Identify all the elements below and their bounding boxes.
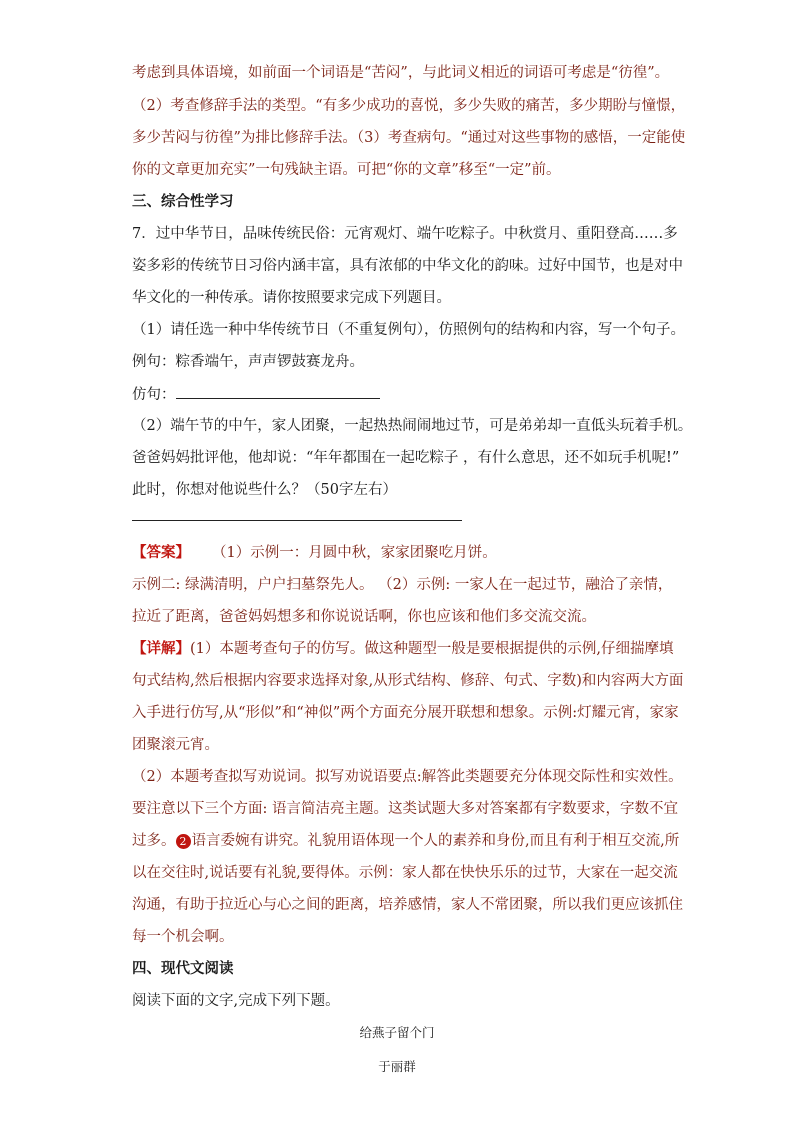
detail-text-line: 以在交往时,说话要有礼貌,要得体。示例：家人都在快快乐乐的过节，大家在一起交流: [132, 865, 678, 881]
circled-number-two: 2: [176, 834, 191, 849]
imitation-line: [132, 384, 380, 405]
question-7-text-line: （1）请任选一种中华传统节日（不重复例句），仿照例句的结构和内容，写一个句子。: [132, 322, 685, 338]
example-sentence: 例句：粽香端午，声声锣鼓赛龙舟。: [132, 354, 364, 370]
answer-line: [132, 543, 497, 563]
detail-text: (1）本题考查句子的仿写。做这种题型一般是要根据提供的示例,仔细揣摩填: [190, 641, 674, 657]
section-heading-4: 四、现代文阅读: [132, 960, 234, 977]
detail-text: 语言委婉有讲究。礼貌用语体现一个人的素养和身份,而且有利于相互交流,所: [191, 833, 680, 849]
detail-text: 过多。: [132, 833, 176, 849]
answer-text-line: 示例二: 绿满清明，户户扫墓祭先人。 （2）示例: 一家人在一起过节，融洽了亲情，: [132, 577, 673, 593]
detail-tag: 【详解】: [132, 640, 190, 657]
question-7-text-line: 姿多彩的传统节日习俗内涵丰富，具有浓郁的中华文化的韵味。过好中国节，也是对中: [132, 258, 683, 274]
detail-text-line: 要注意以下三个方面: 语言简洁亮主题。这类试题大多对答案都有字数要求，字数不宜: [132, 801, 678, 817]
detail-text-line: 入手进行仿写,从“形似”和“神似”两个方面充分展开联想和想象。示例:灯耀元宵，家家: [132, 705, 679, 721]
detail-text-line: （2）本题考查拟写劝说词。拟写劝说语要点:解答此类题要充分体现交际性和实效性。: [132, 769, 683, 785]
article-author: 于丽群: [378, 1059, 416, 1074]
detail-text-line: 句式结构,然后根据内容要求选择对象,从形式结构、修辞、句式、字数)和内容两大方面: [132, 673, 684, 689]
response-answer-blank[interactable]: [132, 520, 462, 521]
answer-text-line: 你的文章更加充实”一句残缺主语。可把“你的文章”移至“一定”前。: [132, 162, 561, 178]
detail-text-line: 每一个机会啊。: [132, 929, 234, 945]
imitation-answer-blank[interactable]: [176, 384, 380, 399]
answer-text-line: 考虑到具体语境，如前面一个词语是“苦闷”，与此词义相近的词语可考虑是“彷徨”。: [132, 65, 670, 81]
question-7-text-line: 7．过中华节日，品味传统民俗：元宵观灯、端午吃粽子。中秋赏月、重阳登高……多: [132, 226, 678, 242]
detail-line: [132, 639, 674, 659]
answer-text: （1）示例一：月圆中秋，家家团聚吃月饼。: [212, 545, 497, 561]
answer-text-line: （2）考查修辞手法的类型。“有多少成功的喜悦，多少失败的痛苦，多少期盼与憧憬，: [132, 98, 686, 114]
question-7-part2-line: （2）端午节的中午，家人团聚，一起热热闹闹地过节，可是弟弟却一直低头玩着手机。: [132, 418, 693, 434]
article-title: 给燕子留个门: [359, 1025, 435, 1040]
section-heading-3: 三、综合性学习: [132, 193, 234, 210]
answer-text-line: 拉近了距离，爸爸妈妈想多和你说说话啊，你也应该和他们多交流交流。: [132, 609, 596, 625]
imitation-label: 仿句：: [132, 387, 176, 403]
detail-text-line: [132, 831, 679, 851]
question-7-part2-line: 此时，你想对他说些什么？（50字左右）: [132, 482, 397, 498]
reading-instruction: 阅读下面的文字,完成下列下题。: [132, 993, 340, 1009]
detail-text-line: 团聚滚元宵。: [132, 737, 219, 753]
question-7-part2-line: 爸爸妈妈批评他，他却说：“年年都围在一起吃粽子 ，有什么意思，还不如玩手机呢!”: [132, 450, 680, 466]
detail-text-line: 沟通，有助于拉近心与心之间的距离，培养感情，家人不常团聚，所以我们更应该抓住: [132, 897, 683, 913]
answer-tag: 【答案】: [132, 544, 190, 561]
question-7-text-line: 华文化的一种传承。请你按照要求完成下列题目。: [132, 290, 451, 306]
answer-text-line: 多少苦闷与彷徨”为排比修辞手法。（3）考查病句。“通过对这些事物的感悟，一定能使: [132, 130, 686, 146]
